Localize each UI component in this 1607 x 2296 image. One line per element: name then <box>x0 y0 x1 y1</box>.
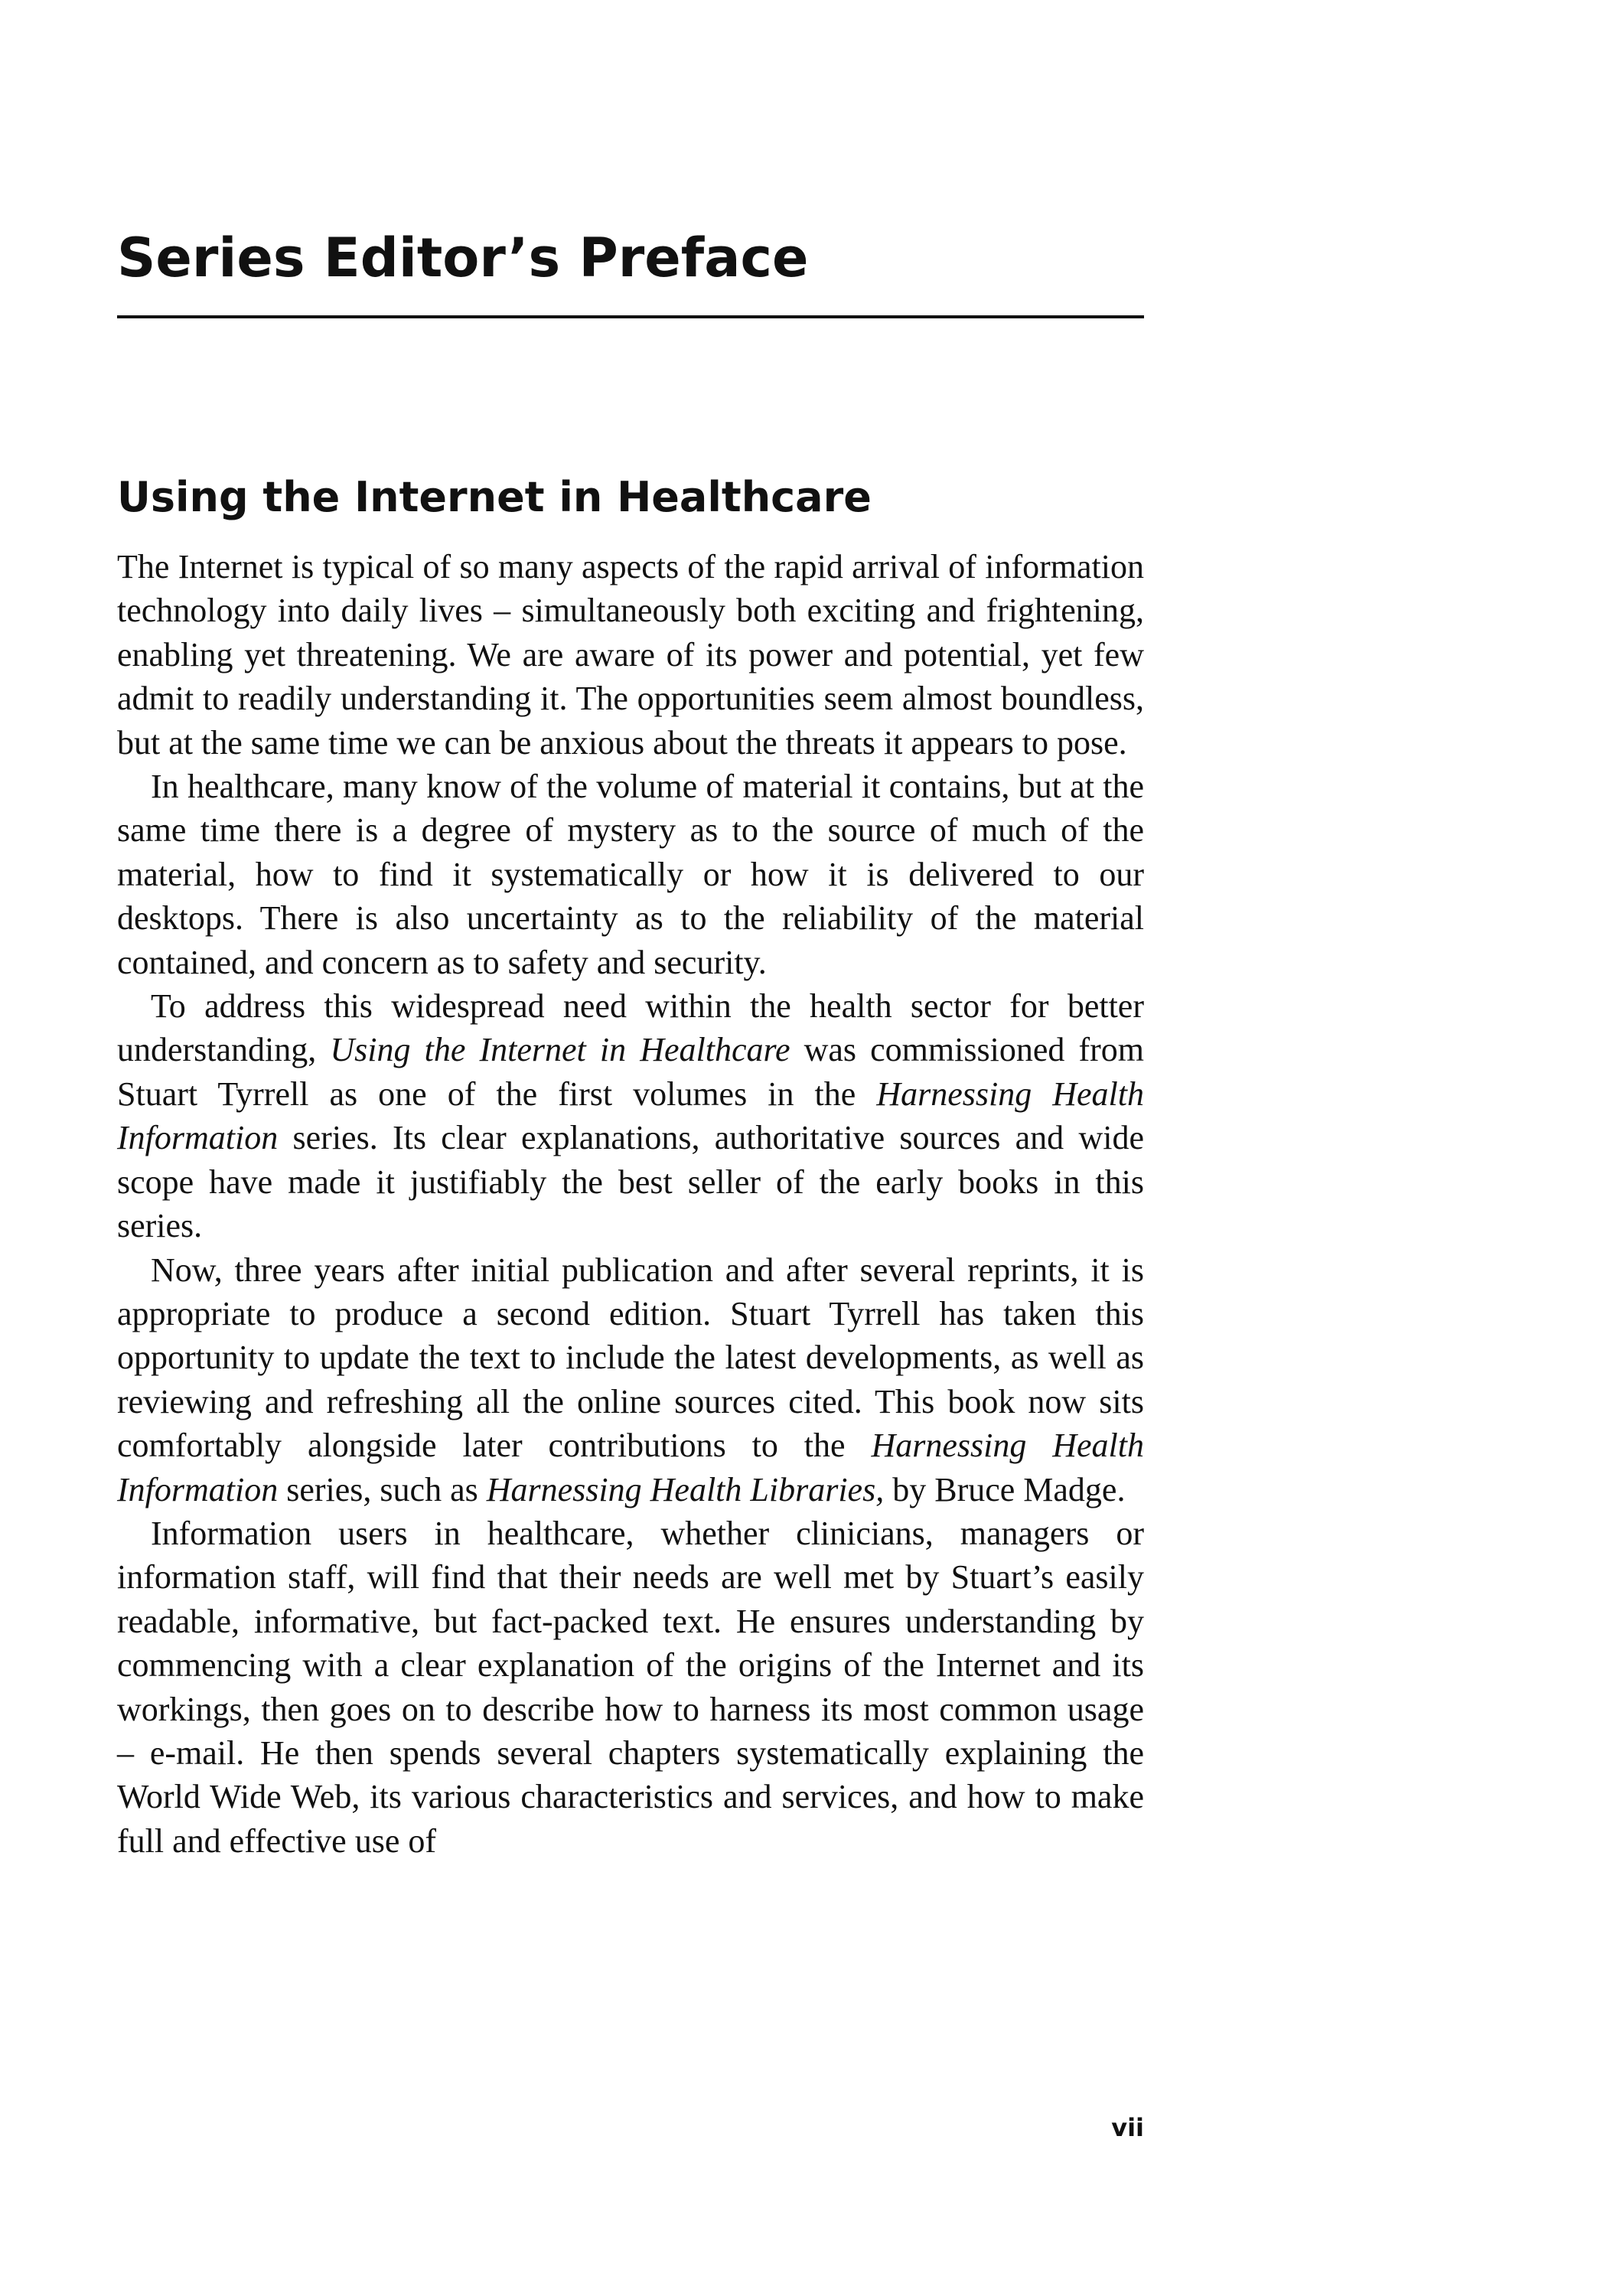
paragraph-3-text-a: To address this widespread need within the health sector for better understanding, <box>117 987 1144 1069</box>
chapter-title: Series Editor’s Preface <box>117 227 809 289</box>
book-title-using-the-internet: Using the Internet in Healthcare <box>330 1031 790 1069</box>
series-title-harnessing-health-information: Harnessing Health Information <box>117 1427 1144 1508</box>
section-heading: Using the Internet in Healthcare <box>117 473 872 521</box>
paragraph-5: Information users in healthcare, whether clinicians, managers or information staff, will find that their needs are well met by Stuart’s easily readable, informative, but fact-packed text. He ensures understanding by commencing with a clear explanation of the origins of the Internet and its workings, then goes on to describe how to harness its most common usage – e-mail. He then spends several chapters systematically explaining the World Wide Web, its various characteristics and services, and how to make full and effective use of <box>117 1514 1144 1860</box>
paragraph-4-text-b: series, such as <box>278 1470 487 1508</box>
page-number: vii <box>1111 2113 1144 2142</box>
paragraph-3 <box>117 984 1144 1247</box>
paragraph-3-text-c: series. Its clear explanations, authoritative sources and wide scope have made it justifiably the best seller of the early books in this series. <box>117 1119 1144 1245</box>
body-text <box>117 545 1144 1863</box>
paragraph-2: In healthcare, many know of the volume of material it contains, but at the same time there is a degree of mystery as to the source of much of the material, how to find it systematically or how it is delivered to our desktops. There is also uncertainty as to the reliability of the material contained, and concern as to safety and security. <box>117 768 1144 981</box>
paragraph-4-text-c: by Bruce Madge. <box>884 1470 1126 1508</box>
book-title-harnessing-health-libraries: Harnessing Health Libraries, <box>486 1470 885 1508</box>
paragraph-1: The Internet is typical of so many aspects of the rapid arrival of information technology into daily lives – simultaneously both exciting and frightening, enabling yet threatening. We are aware of its power and potential, yet few admit to readily understanding it. The opportunities seem almost boundless, but at the same time we can be anxious about the threats it appears to pose. <box>117 548 1144 762</box>
paragraph-3-text-b: was commissioned from Stuart Tyrrell as one of the first volumes in the <box>117 1031 1144 1113</box>
paragraph-4-text-a: Now, three years after initial publication and after several reprints, it is appropriate to produce a second edition. Stuart Tyrrell has taken this opportunity to update the text to include the latest developments, as well as reviewing and refreshing all the online sources cited. This book now sits comfortably alongside later contributions to the <box>117 1251 1144 1465</box>
series-title-harnessing-health-information: Harnessing Health Information <box>117 1075 1144 1157</box>
title-divider <box>117 315 1144 318</box>
paragraph-4 <box>117 1248 1144 1512</box>
